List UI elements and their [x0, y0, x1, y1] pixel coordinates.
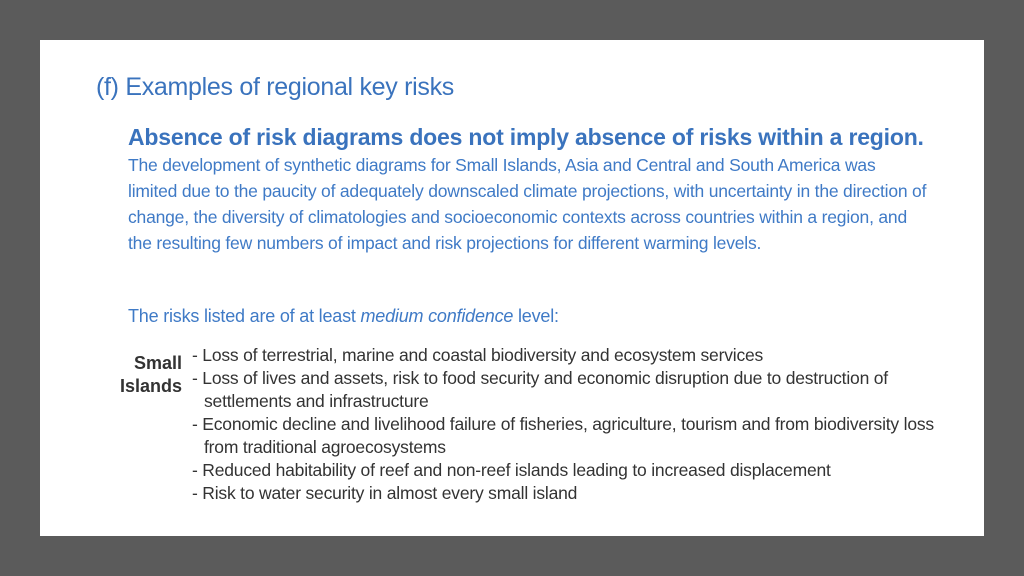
- region-label-line2: Islands: [119, 376, 182, 396]
- intro-body: The development of synthetic diagrams for Small Islands, Asia and Central and South America was limited due to the paucity of adequately downscaled climate projections, with uncertainty in the direction of change, the diversity of climatologies and socioeconomic contexts across countries within a region, and the resulting few numbers of impact and risk projections for different warming levels.: [128, 155, 927, 253]
- risk-list: [192, 344, 952, 505]
- risk-item: - Loss of terrestrial, marine and coastal biodiversity and ecosystem services: [192, 345, 764, 365]
- confidence-note-before: The risks listed are of at least: [128, 306, 361, 326]
- intro-paragraph: [128, 124, 928, 256]
- region-label-line1: Small: [133, 353, 182, 373]
- risk-item: - Reduced habitability of reef and non-reef islands leading to increased displacement: [192, 460, 831, 480]
- slide-panel: [40, 40, 984, 536]
- risk-item: - Risk to water security in almost every small island: [192, 483, 578, 503]
- section-heading: (f) Examples of regional key risks: [96, 73, 454, 101]
- confidence-note-emphasis: medium confidence: [360, 306, 514, 326]
- risk-item: - Loss of lives and assets, risk to food security and economic disruption due to destruction of settlements and infrastructure: [192, 368, 888, 411]
- intro-lead-statement: Absence of risk diagrams does not imply absence of risks within a region.: [128, 124, 924, 150]
- confidence-note: [128, 306, 559, 327]
- region-label: [100, 352, 182, 398]
- confidence-note-after: level:: [513, 306, 559, 326]
- risk-item: - Economic decline and livelihood failure of fisheries, agriculture, tourism and from biodiversity loss from traditional agroecosystems: [192, 414, 934, 457]
